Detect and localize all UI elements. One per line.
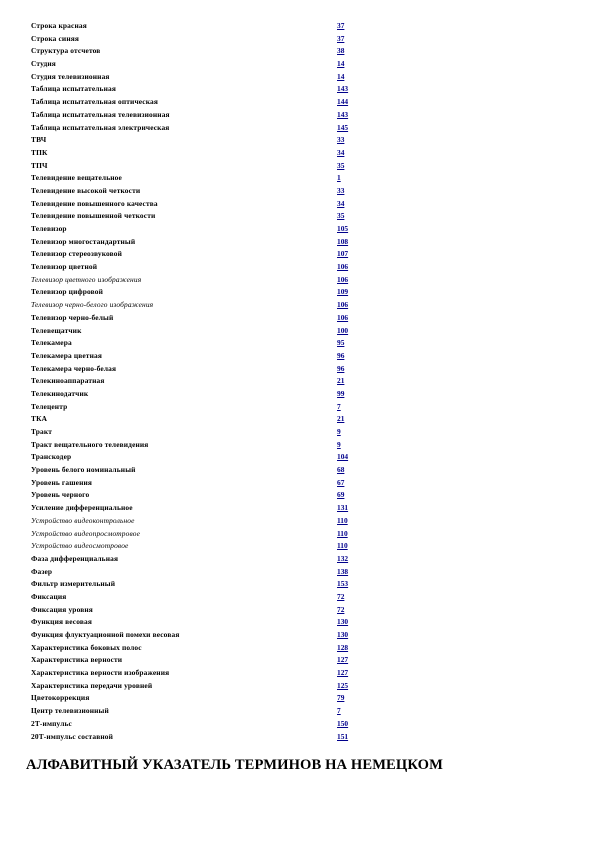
index-term: Студия xyxy=(31,59,56,69)
page-reference-link[interactable]: 33 xyxy=(337,185,345,195)
page-reference-link[interactable]: 127 xyxy=(337,655,349,665)
page-reference-link[interactable]: 95 xyxy=(337,338,345,348)
index-term: Телекамера xyxy=(31,338,72,348)
index-entry xyxy=(31,731,361,744)
index-entry xyxy=(31,540,361,553)
index-term: Телевизор черно-белый xyxy=(31,312,114,322)
page-reference-link[interactable]: 138 xyxy=(337,566,349,576)
index-term: Строка красная xyxy=(31,21,87,30)
page-reference-link[interactable]: 68 xyxy=(337,465,345,475)
page-reference-link[interactable]: 1 xyxy=(337,173,341,183)
index-term: Фазер xyxy=(31,566,53,576)
index-entry xyxy=(31,236,361,249)
page-reference-link[interactable]: 110 xyxy=(337,515,348,525)
index-entry xyxy=(31,654,361,667)
index-term: Уровень гашения xyxy=(31,477,93,487)
index-term: Цветокоррекция xyxy=(31,693,90,703)
index-term: Устройство видеосмотровое xyxy=(31,541,129,551)
index-entry xyxy=(31,274,361,287)
index-entry xyxy=(31,692,361,705)
index-term: Телевизор цветного изображения xyxy=(31,274,142,284)
page-reference-link[interactable]: 14 xyxy=(337,71,345,81)
index-entry xyxy=(31,210,361,223)
index-entry xyxy=(31,578,361,591)
page-reference-link[interactable]: 128 xyxy=(337,642,349,652)
page-reference-link[interactable]: 106 xyxy=(337,312,349,322)
index-entry xyxy=(31,350,361,363)
index-entry xyxy=(31,718,361,731)
index-term: Транскодер xyxy=(31,452,72,462)
index-term: Телевизор стереозвуковой xyxy=(31,249,123,259)
index-term: Уровень черного xyxy=(31,490,90,500)
index-entry xyxy=(31,667,361,680)
page-reference-link[interactable]: 107 xyxy=(337,249,349,259)
index-term: Телекиноаппаратная xyxy=(31,376,105,386)
page-reference-link[interactable]: 143 xyxy=(337,84,349,94)
page-reference-link[interactable]: 131 xyxy=(337,503,349,513)
index-term: ТКА xyxy=(31,414,48,424)
page-reference-link[interactable]: 72 xyxy=(337,591,345,601)
page-reference-link[interactable]: 104 xyxy=(337,452,349,462)
index-entry xyxy=(31,198,361,211)
index-entry xyxy=(31,616,361,629)
page-reference-link[interactable]: 106 xyxy=(337,274,349,284)
page-reference-link[interactable]: 110 xyxy=(337,528,348,538)
page-reference-link[interactable]: 105 xyxy=(337,224,349,233)
index-term: Устройство видеопросмотровое xyxy=(31,528,141,538)
index-term: Телевещатчик xyxy=(31,325,82,335)
page-reference-link[interactable]: 143 xyxy=(337,109,349,119)
index-entry xyxy=(31,20,361,33)
index-term: Телевидение повышенной четкости xyxy=(31,211,156,221)
index-entry xyxy=(31,363,361,376)
index-entry xyxy=(31,705,361,718)
index-entry xyxy=(31,553,361,566)
index-entry xyxy=(31,528,361,541)
page-reference-link[interactable]: 108 xyxy=(337,236,349,246)
index-term: Телевизор xyxy=(31,224,67,233)
index-term: Студия телевизионная xyxy=(31,71,110,81)
index-entry xyxy=(31,401,361,414)
index-term: Телевидение вещательное xyxy=(31,173,122,183)
page-reference-link[interactable]: 151 xyxy=(337,731,349,741)
page-reference-link[interactable]: 99 xyxy=(337,388,345,398)
index-term: ТВЧ xyxy=(31,135,47,145)
index-entry xyxy=(31,566,361,579)
page-reference-link[interactable]: 144 xyxy=(337,97,349,107)
index-term: Центр телевизионный xyxy=(31,706,109,716)
index-term: Телевизор черно-белого изображения xyxy=(31,300,154,310)
index-term: Фиксация уровня xyxy=(31,604,93,614)
index-term: ТПК xyxy=(31,147,48,157)
index-entry xyxy=(31,629,361,642)
index-entry xyxy=(31,147,361,160)
index-term: Телевизор цветной xyxy=(31,262,98,272)
page-reference-link[interactable]: 130 xyxy=(337,617,349,627)
index-term: Характеристика верности xyxy=(31,655,123,665)
page-reference-link[interactable]: 96 xyxy=(337,350,345,360)
page-reference-link[interactable]: 9 xyxy=(337,439,341,449)
page-reference-link[interactable]: 7 xyxy=(337,706,341,716)
index-entry xyxy=(31,172,361,185)
page-reference-link[interactable]: 96 xyxy=(337,363,345,373)
index-term: Телецентр xyxy=(31,401,68,411)
page-reference-link[interactable]: 132 xyxy=(337,553,349,563)
index-term: Характеристика верности изображения xyxy=(31,668,170,678)
index-entry xyxy=(31,591,361,604)
section-heading: АЛФАВИТНЫЙ УКАЗАТЕЛЬ ТЕРМИНОВ НА НЕМЕЦКОМ xyxy=(26,757,443,773)
index-term: Фильтр измерительный xyxy=(31,579,116,589)
page-reference-link[interactable]: 37 xyxy=(337,33,345,43)
page-reference-link[interactable]: 37 xyxy=(337,21,345,30)
page-reference-link[interactable]: 7 xyxy=(337,401,341,411)
index-term: Функция весовая xyxy=(31,617,93,627)
page-reference-link[interactable]: 150 xyxy=(337,718,349,728)
index-entry xyxy=(31,45,361,58)
index-term: Тракт вещательного телевидения xyxy=(31,439,149,449)
index-term: Таблица испытательная электрическая xyxy=(31,122,170,132)
index-term: Строка синяя xyxy=(31,33,80,43)
index-entry xyxy=(31,71,361,84)
index-term: Характеристика боковых полос xyxy=(31,642,142,652)
index-term: Телекамера черно-белая xyxy=(31,363,117,373)
page-reference-link[interactable]: 153 xyxy=(337,579,349,589)
index-entry xyxy=(31,223,361,236)
index-term: Телекинодатчик xyxy=(31,388,89,398)
index-term: Тракт xyxy=(31,427,53,436)
index-entry xyxy=(31,299,361,312)
index-entry xyxy=(31,439,361,452)
index-entry xyxy=(31,642,361,655)
index-entry xyxy=(31,160,361,173)
page-reference-link[interactable]: 33 xyxy=(337,135,345,145)
index-entry xyxy=(31,477,361,490)
index-entry xyxy=(31,312,361,325)
index-entry xyxy=(31,286,361,299)
index-entry xyxy=(31,96,361,109)
index-entry xyxy=(31,58,361,71)
index-entry xyxy=(31,337,361,350)
page-reference-link[interactable]: 69 xyxy=(337,490,345,500)
index-entry xyxy=(31,680,361,693)
index-entry xyxy=(31,122,361,135)
page-reference-link[interactable]: 125 xyxy=(337,680,349,690)
index-entry xyxy=(31,413,361,426)
index-entry xyxy=(31,109,361,122)
index-entry xyxy=(31,502,361,515)
index-term: Таблица испытательная оптическая xyxy=(31,97,159,107)
index-term: Усиление дифференциальное xyxy=(31,503,133,513)
index-entry xyxy=(31,388,361,401)
index-entry xyxy=(31,426,361,439)
index-entry xyxy=(31,248,361,261)
page-reference-link[interactable]: 35 xyxy=(337,160,345,170)
index-term: Характеристика передачи уровней xyxy=(31,680,153,690)
index-entry xyxy=(31,134,361,147)
index-term: 2Т-импульс xyxy=(31,718,72,728)
index-term: Фаза дифференциальная xyxy=(31,553,119,563)
index-term: Таблица испытательная телевизионная xyxy=(31,109,170,119)
page-reference-link[interactable]: 21 xyxy=(337,376,345,386)
page-reference-link[interactable]: 145 xyxy=(337,122,349,132)
page-reference-link[interactable]: 106 xyxy=(337,262,349,272)
page-reference-link[interactable]: 38 xyxy=(337,46,345,56)
page-reference-link[interactable]: 100 xyxy=(337,325,349,335)
index-entry xyxy=(31,375,361,388)
index-entry xyxy=(31,325,361,338)
index-entry xyxy=(31,33,361,46)
index-entry xyxy=(31,451,361,464)
index-entry xyxy=(31,464,361,477)
index-entry xyxy=(31,261,361,274)
index-term: 20Т-импульс составной xyxy=(31,731,114,741)
index-entry xyxy=(31,604,361,617)
index-term: Структура отсчетов xyxy=(31,46,101,56)
index-term: Устройство видеоконтрольное xyxy=(31,515,135,525)
page-reference-link[interactable]: 21 xyxy=(337,414,345,424)
index-term: Фиксация xyxy=(31,591,67,601)
page-reference-link[interactable]: 130 xyxy=(337,630,349,639)
page-reference-link[interactable]: 34 xyxy=(337,198,345,208)
page-reference-link[interactable]: 35 xyxy=(337,211,345,221)
term-index-list xyxy=(31,20,361,743)
index-term: Уровень белого номинальный xyxy=(31,465,136,475)
index-term: Телевизор многостандартный xyxy=(31,236,136,246)
index-entry xyxy=(31,83,361,96)
page-reference-link[interactable]: 109 xyxy=(337,287,349,297)
index-term: ТПЧ xyxy=(31,160,48,170)
page-reference-link[interactable]: 127 xyxy=(337,668,349,678)
page-reference-link[interactable]: 110 xyxy=(337,541,348,551)
page-reference-link[interactable]: 72 xyxy=(337,604,345,614)
page-reference-link[interactable]: 79 xyxy=(337,693,345,703)
index-entry xyxy=(31,515,361,528)
page-reference-link[interactable]: 34 xyxy=(337,147,345,157)
page-reference-link[interactable]: 9 xyxy=(337,427,341,436)
page-reference-link[interactable]: 14 xyxy=(337,59,345,69)
page-reference-link[interactable]: 67 xyxy=(337,477,345,487)
index-entry xyxy=(31,185,361,198)
index-term: Телевидение повышенного качества xyxy=(31,198,158,208)
page-reference-link[interactable]: 106 xyxy=(337,300,349,310)
index-term: Телекамера цветная xyxy=(31,350,102,360)
index-term: Телевидение высокой четкости xyxy=(31,185,141,195)
index-term: Функция флуктуационной помехи весовая xyxy=(31,630,180,639)
index-term: Таблица испытательная xyxy=(31,84,117,94)
index-term: Телевизор цифровой xyxy=(31,287,104,297)
index-entry xyxy=(31,489,361,502)
